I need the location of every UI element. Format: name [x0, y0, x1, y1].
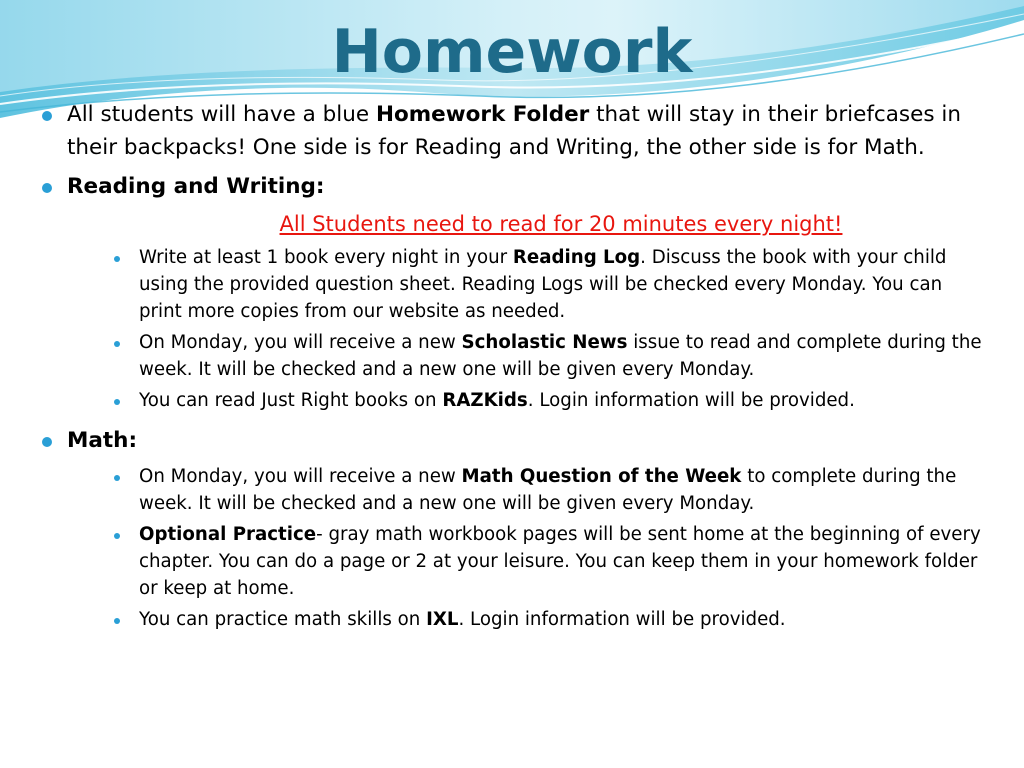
small-bullet-dot-icon [114, 618, 120, 624]
math-item [36, 521, 986, 602]
reading-log-term: Reading Log [512, 247, 641, 268]
small-bullet-dot-icon [114, 256, 120, 262]
intro-text: All students will have a blue [67, 102, 376, 127]
math-item [36, 606, 986, 633]
math-item-text: You can practice math skills on [139, 609, 427, 630]
reading-item-text: You can read Just Right books on [139, 390, 443, 411]
scholastic-news-term: Scholastic News [461, 332, 628, 353]
reading-heading-bullet [36, 170, 986, 203]
small-bullet-dot-icon [114, 399, 120, 405]
small-bullet-dot-icon [114, 475, 120, 481]
reading-item-text-rest: issue to read and complete during the week. It will be checked and a new one will be given every Monday. [139, 332, 982, 380]
math-item-text-rest: - gray math workbook pages will be sent home at the beginning of every chapter. You can do a page or 2 at your leisure. You can keep them in your homework folder or keep at home. [139, 524, 981, 599]
small-bullet-dot-icon [114, 341, 120, 347]
reading-item [36, 387, 986, 414]
reading-notice: All Students need to read for 20 minutes every night! [279, 212, 843, 236]
math-item-text-rest: to complete during the week. It will be checked and a new one will be given every Monday. [139, 466, 957, 514]
math-item [36, 463, 986, 517]
math-item-text-rest: . Login information will be provided. [458, 609, 786, 630]
reading-item [36, 329, 986, 383]
ixl-term: IXL [426, 609, 459, 630]
optional-practice-term: Optional Practice [139, 524, 317, 545]
reading-item-text: Write at least 1 book every night in your [139, 247, 513, 268]
bullet-dot-icon [42, 111, 52, 121]
slide-body [36, 98, 986, 633]
bullet-dot-icon [42, 183, 52, 193]
reading-item [36, 244, 986, 325]
math-heading: Math: [67, 428, 138, 453]
slide-title: Homework [331, 17, 693, 87]
intro-bullet [36, 98, 986, 164]
math-heading-bullet [36, 424, 986, 457]
intro-text-rest: that will stay in their briefcases in their backpacks! One side is for Reading and Writing, the other side is for Math. [67, 102, 961, 160]
bullet-dot-icon [42, 437, 52, 447]
reading-item-text-rest: . Login information will be provided. [527, 390, 855, 411]
reading-item-text: On Monday, you will receive a new [139, 332, 462, 353]
reading-item-text-rest: . Discuss the book with your child using the provided question sheet. Reading Logs will be checked every Monday. You can print more copies from our website as needed. [139, 247, 947, 322]
homework-folder-term: Homework Folder [375, 102, 590, 127]
math-item-text: On Monday, you will receive a new [139, 466, 462, 487]
small-bullet-dot-icon [114, 533, 120, 539]
razkids-term: RAZKids [442, 390, 528, 411]
math-question-term: Math Question of the Week [461, 466, 742, 487]
reading-heading: Reading and Writing: [67, 174, 325, 199]
